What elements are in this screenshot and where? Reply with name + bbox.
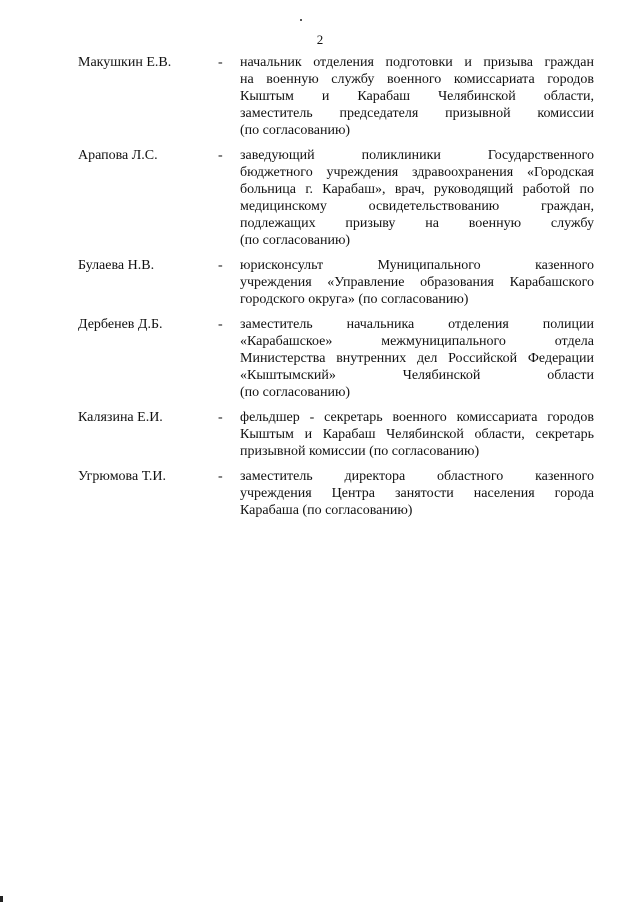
position-line: «Карабашское» межмуниципального отдела <box>240 334 594 349</box>
member-name: Угрюмова Т.И. <box>78 469 166 484</box>
position-line: заместитель председателя призывной комиссии <box>240 106 594 121</box>
scan-dot <box>300 19 302 21</box>
position-line: юрисконсульт Муниципального казенного <box>240 258 594 273</box>
member-dash: - <box>218 410 223 425</box>
member-dash: - <box>218 317 223 332</box>
scan-edge-mark <box>0 896 3 902</box>
member-dash: - <box>218 55 223 70</box>
member-position <box>240 409 594 460</box>
position-line: Кыштым и Карабаш Челябинской области, <box>240 89 594 104</box>
member-row <box>78 316 598 401</box>
position-line: заместитель директора областного казенного <box>240 469 594 484</box>
member-dash: - <box>218 258 223 273</box>
member-row <box>78 54 598 139</box>
member-dash: - <box>218 469 223 484</box>
position-line: «Кыштымский» Челябинской области <box>240 368 594 383</box>
position-line: медицинскому освидетельствованию граждан, <box>240 199 594 214</box>
member-name: Арапова Л.С. <box>78 148 158 163</box>
member-position <box>240 468 594 519</box>
member-position <box>240 257 594 308</box>
member-row <box>78 257 598 308</box>
member-position <box>240 147 594 249</box>
position-line: Министерства внутренних дел Российской Федерации <box>240 351 594 366</box>
position-line: Кыштым и Карабаш Челябинской области, секретарь <box>240 427 594 442</box>
member-position <box>240 54 594 139</box>
position-line: заведующий поликлиники Государственного <box>240 148 594 163</box>
commission-members-list <box>78 54 598 527</box>
page-number: 2 <box>316 32 324 47</box>
member-dash: - <box>218 148 223 163</box>
member-row <box>78 409 598 460</box>
position-line: больница г. Карабаш», врач, руководящий работой по <box>240 182 594 197</box>
position-line: призывной комиссии (по согласованию) <box>240 444 480 459</box>
position-line: городского округа» (по согласованию) <box>240 292 469 307</box>
member-position <box>240 316 594 401</box>
position-line: учреждения Центра занятости населения города <box>240 486 594 501</box>
position-line: (по согласованию) <box>240 123 351 138</box>
position-line: Карабаша (по согласованию) <box>240 503 413 518</box>
position-line: (по согласованию) <box>240 233 351 248</box>
position-line: учреждения «Управление образования Карабашского <box>240 275 594 290</box>
position-line: бюджетного учреждения здравоохранения «Городская <box>240 165 594 180</box>
position-line: начальник отделения подготовки и призыва граждан <box>240 55 594 70</box>
member-name: Дербенев Д.Б. <box>78 317 163 332</box>
position-line: (по согласованию) <box>240 385 351 400</box>
position-line: на военную службу военного комиссариата городов <box>240 72 594 87</box>
member-name: Калязина Е.И. <box>78 410 163 425</box>
member-row <box>78 468 598 519</box>
position-line: подлежащих призыву на военную службу <box>240 216 594 231</box>
member-row <box>78 147 598 249</box>
member-name: Булаева Н.В. <box>78 258 155 273</box>
position-line: фельдшер - секретарь военного комиссариата городов <box>240 410 594 425</box>
member-name: Макушкин Е.В. <box>78 55 172 70</box>
position-line: заместитель начальника отделения полиции <box>240 317 594 332</box>
